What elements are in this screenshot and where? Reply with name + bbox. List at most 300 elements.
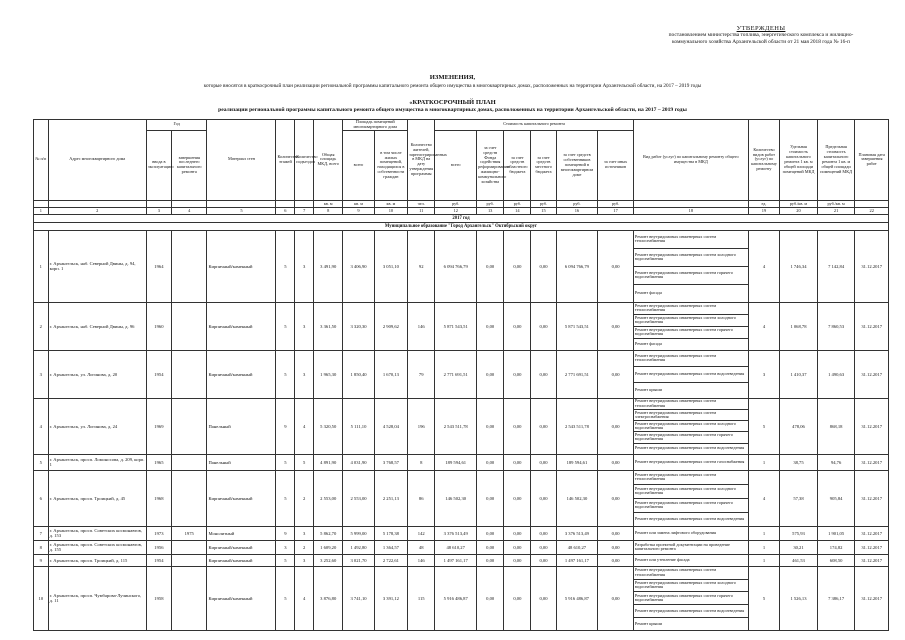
cell-unit: 30,21 [780, 540, 818, 554]
cell-local: 0,00 [531, 540, 556, 554]
cell-built: 1958 [146, 566, 171, 630]
cell-fund: 0,00 [477, 470, 504, 526]
cell-cost: 2 771 691,51 [435, 350, 477, 398]
cell-max: 7 386,17 [817, 566, 855, 630]
unit-cell [207, 200, 276, 207]
cell-total: 3 491,90 [314, 230, 343, 302]
cell-total: 1 609,20 [314, 540, 343, 554]
cell-residents: 86 [408, 470, 435, 526]
cell-residents: 48 [408, 540, 435, 554]
cell-max: 174,82 [817, 540, 855, 554]
cell-local: 0,00 [531, 454, 556, 470]
cell-built: 1965 [146, 454, 171, 470]
cell-reno [171, 302, 207, 350]
cell-unit: 478,06 [780, 398, 818, 454]
column-number: 20 [780, 207, 818, 214]
cell-work: Ремонт внутридомовых инженерных систем холодного водоснабжения [633, 579, 748, 592]
header-cost-group: Стоимость капитального ремонта [435, 120, 634, 131]
cell-count: 1 [748, 540, 779, 554]
cell-total: 5 320,50 [314, 398, 343, 454]
cell-cost: 48 610,27 [435, 540, 477, 554]
changes-subtitle: которые вносятся в краткосрочный план реализации региональной программы капитального ремонта общего имущества в многоквартирных домах, расположенных на территории Архангельской области, на 2017 – 2019 годы [203, 83, 702, 89]
unit-cell: руб. [477, 200, 504, 207]
units-row [34, 200, 889, 207]
header-year-built: ввода в эксплуатацию [146, 130, 171, 200]
cell-work: Ремонт внутридомовых инженерных систем горячего водоснабжения [633, 592, 748, 605]
cell-work: Ремонт внутридомовых инженерных систем водоотведения [633, 443, 748, 454]
cell-work: Ремонт внутридомовых инженерных систем теплоснабжения [633, 350, 748, 366]
unit-cell [855, 200, 889, 207]
column-number: 5 [207, 207, 276, 214]
municipality-label: Муниципальное образование "Город Архангельск" Октябрьский округ [34, 222, 889, 230]
cell-total: 5 862,70 [314, 526, 343, 540]
cell-work: Ремонт внутридомовых инженерных систем теплоснабжения [633, 230, 748, 248]
cell-unit: 575,93 [780, 526, 818, 540]
column-number: 14 [504, 207, 531, 214]
cell-floors: 5 [276, 302, 295, 350]
cell-no: 8 [34, 540, 49, 554]
cell-count: 1 [748, 454, 779, 470]
cell-work: Ремонт внутридомовых инженерных систем теплоснабжения [633, 398, 748, 409]
column-number: 19 [748, 207, 779, 214]
column-numbers-row [34, 207, 889, 214]
unit-cell: чел. [408, 200, 435, 207]
cell-area-res: 2 909,62 [374, 302, 407, 350]
cell-area-res: 3 051,10 [374, 230, 407, 302]
cell-entrances: 5 [295, 454, 314, 470]
cell-region: 0,00 [504, 454, 531, 470]
header-work-count: Количество видов работ (услуг) по капитальному ремонту [748, 120, 779, 201]
cell-no: 9 [34, 554, 49, 566]
cell-residents: 146 [408, 302, 435, 350]
cell-entrances: 3 [295, 526, 314, 540]
cell-residents: 146 [408, 554, 435, 566]
cell-date: 31.12.2017 [855, 454, 889, 470]
cell-reno [171, 350, 207, 398]
cell-address: г. Архангельск, ул. Логинова, д. 20 [48, 350, 146, 398]
cell-local: 0,00 [531, 470, 556, 526]
cell-address: г. Архангельск, ул. Логинова, д. 24 [48, 398, 146, 454]
cell-cost: 189 594,61 [435, 454, 477, 470]
cell-unit: 57,38 [780, 470, 818, 526]
cell-no: 3 [34, 350, 49, 398]
cell-cost: 5 916 486,87 [435, 566, 477, 630]
cell-cost: 3 376 513,49 [435, 526, 477, 540]
cell-address: г. Архангельск, просп. Советских космонавтов, д. 155 [48, 540, 146, 554]
cell-work: Ремонт фасада [633, 284, 748, 302]
table-row [34, 526, 889, 540]
plan-subtitle: реализации региональной программы капитального ремонта общего имущества в многоквартирных домах, расположенных на территории Архангельской области, на 2017 – 2019 годы [218, 107, 687, 113]
cell-work: Ремонт внутридомовых инженерных систем теплоснабжения [633, 302, 748, 314]
cell-residents: 8 [408, 454, 435, 470]
cell-area-all: 3 021,70 [343, 554, 374, 566]
unit-cell: руб. [504, 200, 531, 207]
cell-work: Ремонт внутридомовых инженерных систем холодного водоснабжения [633, 314, 748, 326]
header-area-group: Площадь помещений многоквартирного дома [343, 120, 408, 131]
header-entrances: Количество подъездов [295, 120, 314, 201]
cell-built: 1954 [146, 554, 171, 566]
cell-work: Ремонт внутридомовых инженерных систем водоотведения [633, 605, 748, 618]
cell-built: 1960 [146, 302, 171, 350]
cell-max: 608,50 [817, 554, 855, 566]
cell-local: 0,00 [531, 230, 556, 302]
cell-work: Ремонт внутридомовых инженерных систем водоотведения [633, 512, 748, 526]
cell-other: 0,00 [598, 230, 634, 302]
municipality-row [34, 222, 889, 230]
header-year-reno: завершения последнего капитального ремонта [171, 130, 207, 200]
cell-area-res: 5 178,38 [374, 526, 407, 540]
cell-reno [171, 566, 207, 630]
column-number: 8 [314, 207, 343, 214]
cell-area-all: 1 492,80 [343, 540, 374, 554]
cell-reno [171, 540, 207, 554]
header-unit-cost: Удельная стоимость капитального ремонта 1 кв. м общей площади помещений МКД [780, 120, 818, 201]
cell-entrances: 2 [295, 470, 314, 526]
cell-max: 94,76 [817, 454, 855, 470]
cell-built: 1956 [146, 540, 171, 554]
cell-area-res: 3 391,12 [374, 566, 407, 630]
cell-address: г. Архангельск, просп. Чумбарова-Лучинского, д. 11 [48, 566, 146, 630]
cell-reno [171, 230, 207, 302]
header-area-res: в том числе жилых помещений, находящихся в собственности граждан [374, 130, 407, 200]
cell-fund: 0,00 [477, 398, 504, 454]
unit-cell: ед. [748, 200, 779, 207]
cell-reno: 1975 [171, 526, 207, 540]
cell-area-all: 5 999,00 [343, 526, 374, 540]
cell-total: 4 891,90 [314, 454, 343, 470]
cell-built: 1973 [146, 526, 171, 540]
cell-work: Ремонт внутридомовых инженерных систем водоотведения [633, 366, 748, 382]
column-number: 16 [556, 207, 598, 214]
year-row [34, 214, 889, 222]
cell-local: 0,00 [531, 566, 556, 630]
cell-fund: 0,00 [477, 554, 504, 566]
cell-region: 0,00 [504, 302, 531, 350]
cell-work: Ремонт внутридомовых инженерных систем теплоснабжения [633, 470, 748, 484]
column-number: 18 [633, 207, 748, 214]
cell-local: 0,00 [531, 554, 556, 566]
cell-fund: 0,00 [477, 454, 504, 470]
cell-area-all: 3 406,90 [343, 230, 374, 302]
cell-area-res: 4 528,04 [374, 398, 407, 454]
header-residents: Количество жителей, зарегистрированных в МКД на дату утверждения программы [408, 120, 435, 201]
cell-region: 0,00 [504, 540, 531, 554]
year-label: 2017 год [34, 214, 889, 222]
approval-title: УТВЕРЖДЕНЫ [736, 25, 786, 32]
unit-cell [146, 200, 171, 207]
cell-wall: Кирпичный/каменный [207, 554, 276, 566]
cell-region: 0,00 [504, 230, 531, 302]
table-row [34, 454, 889, 470]
cell-owners: 6 094 766,79 [556, 230, 598, 302]
cell-no: 5 [34, 454, 49, 470]
cell-built: 1964 [146, 230, 171, 302]
cell-local: 0,00 [531, 350, 556, 398]
cell-entrances: 4 [295, 398, 314, 454]
cell-date: 31.12.2017 [855, 470, 889, 526]
table-row [34, 398, 889, 409]
cell-other: 0,00 [598, 554, 634, 566]
cell-floors: 3 [276, 540, 295, 554]
unit-cell: руб. [531, 200, 556, 207]
cell-wall: Кирпичный/каменный [207, 350, 276, 398]
cell-floors: 5 [276, 350, 295, 398]
cell-no: 6 [34, 470, 49, 526]
cell-other: 0,00 [598, 540, 634, 554]
cell-count: 5 [748, 398, 779, 454]
unit-cell: кв. м [374, 200, 407, 207]
cell-reno [171, 398, 207, 454]
cell-reno [171, 454, 207, 470]
cell-floors: 5 [276, 454, 295, 470]
cell-owners: 5 871 543,51 [556, 302, 598, 350]
column-number: 22 [855, 207, 889, 214]
cell-region: 0,00 [504, 526, 531, 540]
cell-fund: 0,00 [477, 566, 504, 630]
cell-unit: 1 410,37 [780, 350, 818, 398]
cell-entrances: 3 [295, 554, 314, 566]
cell-other: 0,00 [598, 470, 634, 526]
cell-fund: 0,00 [477, 526, 504, 540]
cell-cost: 6 094 766,79 [435, 230, 477, 302]
cell-work: Разработка проектной документации на проведение капитального ремонта [633, 540, 748, 554]
cell-date: 31.12.2017 [855, 302, 889, 350]
cell-area-all: 3 741,10 [343, 566, 374, 630]
cell-residents: 196 [408, 398, 435, 454]
plan-table [33, 119, 889, 631]
unit-cell: руб. [556, 200, 598, 207]
cell-built: 1954 [146, 350, 171, 398]
approval-block [651, 26, 871, 45]
cell-residents: 142 [408, 526, 435, 540]
cell-work: Ремонт внутридомовых инженерных систем теплоснабжения [633, 566, 748, 579]
cell-entrances: 3 [295, 302, 314, 350]
cell-address: г. Архангельск, просп. Советских космонавтов, д. 153 [48, 526, 146, 540]
cell-date: 31.12.2017 [855, 398, 889, 454]
cell-region: 0,00 [504, 398, 531, 454]
approval-line: постановлением министерства топлива, энергетического комплекса и жилищно- [668, 32, 854, 39]
cell-unit: 1 068,78 [780, 302, 818, 350]
cell-wall: Панельный [207, 398, 276, 454]
cell-work: Ремонт крыши [633, 382, 748, 398]
cell-wall: Кирпичный/каменный [207, 230, 276, 302]
cell-date: 31.12.2017 [855, 540, 889, 554]
cell-wall: Монолитный [207, 526, 276, 540]
cell-no: 4 [34, 398, 49, 454]
cell-unit: 38,75 [780, 454, 818, 470]
unit-cell [276, 200, 295, 207]
cell-cost: 146 502,30 [435, 470, 477, 526]
header-address: Адрес многоквартирного дома [48, 120, 146, 201]
header-total-area: Общая площадь МКД, всего [314, 120, 343, 201]
cell-local: 0,00 [531, 398, 556, 454]
cell-wall: Панельный [207, 454, 276, 470]
cell-area-res: 1 670,13 [374, 350, 407, 398]
cell-floors: 5 [276, 554, 295, 566]
cell-area-all: 1 850,40 [343, 350, 374, 398]
cell-region: 0,00 [504, 350, 531, 398]
cell-owners: 2 771 691,51 [556, 350, 598, 398]
table-row [34, 540, 889, 554]
column-number: 21 [817, 207, 855, 214]
cell-region: 0,00 [504, 554, 531, 566]
column-number: 4 [171, 207, 207, 214]
cell-work: Ремонт внутридомовых инженерных систем горячего водоснабжения [633, 498, 748, 512]
cell-total: 1 965,30 [314, 350, 343, 398]
cell-area-res: 1 364,57 [374, 540, 407, 554]
cell-max: 7 142,84 [817, 230, 855, 302]
cell-residents: 92 [408, 230, 435, 302]
cell-owners: 2 543 511,78 [556, 398, 598, 454]
header-no: № п/п [34, 120, 49, 201]
cell-count: 1 [748, 526, 779, 540]
column-number: 1 [34, 207, 49, 214]
cell-wall: Кирпичный/каменный [207, 302, 276, 350]
column-number: 10 [374, 207, 407, 214]
cell-area-res: 2 251,13 [374, 470, 407, 526]
cell-max: 868,18 [817, 398, 855, 454]
column-number: 11 [408, 207, 435, 214]
column-number: 6 [276, 207, 295, 214]
column-number: 12 [435, 207, 477, 214]
cell-date: 31.12.2017 [855, 526, 889, 540]
cell-total: 3 876,80 [314, 566, 343, 630]
cell-date: 31.12.2017 [855, 566, 889, 630]
cell-floors: 5 [276, 470, 295, 526]
table-row [34, 302, 889, 314]
cell-unit: 1 526,13 [780, 566, 818, 630]
cell-area-res: 2 722,61 [374, 554, 407, 566]
approval-line: коммунального хозяйства Архангельской области от 21 мая 2018 года № 16-п [672, 38, 850, 45]
cell-work: Ремонт внутридомовых инженерных систем горячего водоснабжения [633, 266, 748, 284]
header-cost-other: за счет иных источников [598, 130, 634, 200]
cell-region: 0,00 [504, 566, 531, 630]
cell-owners: 3 376 513,49 [556, 526, 598, 540]
cell-max: 905,84 [817, 470, 855, 526]
cell-other: 0,00 [598, 566, 634, 630]
cell-floors: 9 [276, 526, 295, 540]
table-row [34, 554, 889, 566]
cell-other: 0,00 [598, 302, 634, 350]
header-cost-region: за счет средств областного бюджета [504, 130, 531, 200]
plan-title: «КРАТКОСРОЧНЫЙ ПЛАН [409, 99, 496, 106]
cell-work: Ремонт внутридомовых инженерных систем холодного водоснабжения [633, 421, 748, 432]
cell-area-all: 4 031,90 [343, 454, 374, 470]
cell-reno [171, 554, 207, 566]
column-number: 7 [295, 207, 314, 214]
unit-cell: кв. м [343, 200, 374, 207]
cell-fund: 0,00 [477, 230, 504, 302]
cell-other: 0,00 [598, 398, 634, 454]
cell-cost: 5 871 543,51 [435, 302, 477, 350]
header-work: Вид работ (услуг) по капитальному ремонту общего имущества в МКД [633, 120, 748, 201]
column-number: 15 [531, 207, 556, 214]
cell-wall: Кирпичный/каменный [207, 566, 276, 630]
cell-fund: 0,00 [477, 302, 504, 350]
cell-entrances: 4 [295, 566, 314, 630]
cell-local: 0,00 [531, 302, 556, 350]
unit-cell [633, 200, 748, 207]
cell-residents: 115 [408, 566, 435, 630]
cell-count: 4 [748, 470, 779, 526]
changes-title: ИЗМЕНЕНИЯ, [429, 74, 476, 81]
cell-unit: 1 746,34 [780, 230, 818, 302]
cell-work: Ремонт внутридомовых инженерных систем горячего водоснабжения [633, 326, 748, 338]
cell-cost: 1 497 161,17 [435, 554, 477, 566]
table-row [34, 470, 889, 484]
cell-address: г. Архангельск, наб. Северной Двины, д. 94, корп. 1 [48, 230, 146, 302]
cell-count: 4 [748, 302, 779, 350]
cell-area-all: 3 320,30 [343, 302, 374, 350]
cell-work: Ремонт или замена лифтового оборудования [633, 526, 748, 540]
cell-count: 3 [748, 350, 779, 398]
cell-no: 2 [34, 302, 49, 350]
cell-local: 0,00 [531, 526, 556, 540]
cell-no: 7 [34, 526, 49, 540]
header-cost-owners: за счет средств собственников помещений в многоквартирном доме [556, 130, 598, 200]
cell-count: 1 [748, 554, 779, 566]
cell-other: 0,00 [598, 350, 634, 398]
unit-cell: руб./кв. м [817, 200, 855, 207]
cell-address: г. Архангельск, просп. Троицкий, д. 115 [48, 554, 146, 566]
cell-work: Ремонт внутридомовых инженерных систем электроснабжения [633, 410, 748, 421]
cell-address: г. Архангельск, наб. Северной Двины, д. 96 [48, 302, 146, 350]
cell-work: Ремонт или утепление фасада [633, 554, 748, 566]
cell-unit: 461,53 [780, 554, 818, 566]
cell-entrances: 3 [295, 230, 314, 302]
column-number: 13 [477, 207, 504, 214]
cell-date: 31.12.2017 [855, 350, 889, 398]
cell-count: 5 [748, 566, 779, 630]
cell-floors: 5 [276, 230, 295, 302]
cell-work: Ремонт внутридомовых инженерных систем холодного водоснабжения [633, 248, 748, 266]
column-number: 9 [343, 207, 374, 214]
column-number: 17 [598, 207, 634, 214]
cell-count: 4 [748, 230, 779, 302]
unit-cell: руб./кв. м [780, 200, 818, 207]
header-cost-local: за счет средств местного бюджета [531, 130, 556, 200]
cell-fund: 0,00 [477, 540, 504, 554]
cell-cost: 2 543 511,78 [435, 398, 477, 454]
cell-fund: 0,00 [477, 350, 504, 398]
unit-cell [295, 200, 314, 207]
unit-cell: руб. [598, 200, 634, 207]
cell-address: г. Архангельск, просп. Ломоносова, д. 209, корп. 1 [48, 454, 146, 470]
column-number: 2 [48, 207, 146, 214]
cell-wall: Кирпичный/каменный [207, 470, 276, 526]
cell-date: 31.12.2017 [855, 230, 889, 302]
unit-cell: кв. м [314, 200, 343, 207]
header-deadline: Плановая дата завершения работ [855, 120, 889, 201]
cell-work: Ремонт внутридомовых инженерных систем горячего водоснабжения [633, 432, 748, 443]
cell-no: 10 [34, 566, 49, 630]
cell-total: 3 361,50 [314, 302, 343, 350]
cell-address: г. Архангельск, просп. Троицкий, д. 45 [48, 470, 146, 526]
table-row [34, 230, 889, 248]
header-year-group: Год [146, 120, 207, 131]
cell-owners: 1 497 161,17 [556, 554, 598, 566]
cell-wall: Кирпичный/каменный [207, 540, 276, 554]
cell-max: 1 490,63 [817, 350, 855, 398]
header-cost-fund: за счет средств Фонда содействия реформированию жилищно-коммунального хозяйства [477, 130, 504, 200]
cell-area-all: 5 111,10 [343, 398, 374, 454]
cell-max: 1 901,05 [817, 526, 855, 540]
header-floors: Количество этажей [276, 120, 295, 201]
table-row [34, 566, 889, 579]
cell-max: 7 860,53 [817, 302, 855, 350]
cell-total: 2 553,00 [314, 470, 343, 526]
cell-built: 1968 [146, 470, 171, 526]
